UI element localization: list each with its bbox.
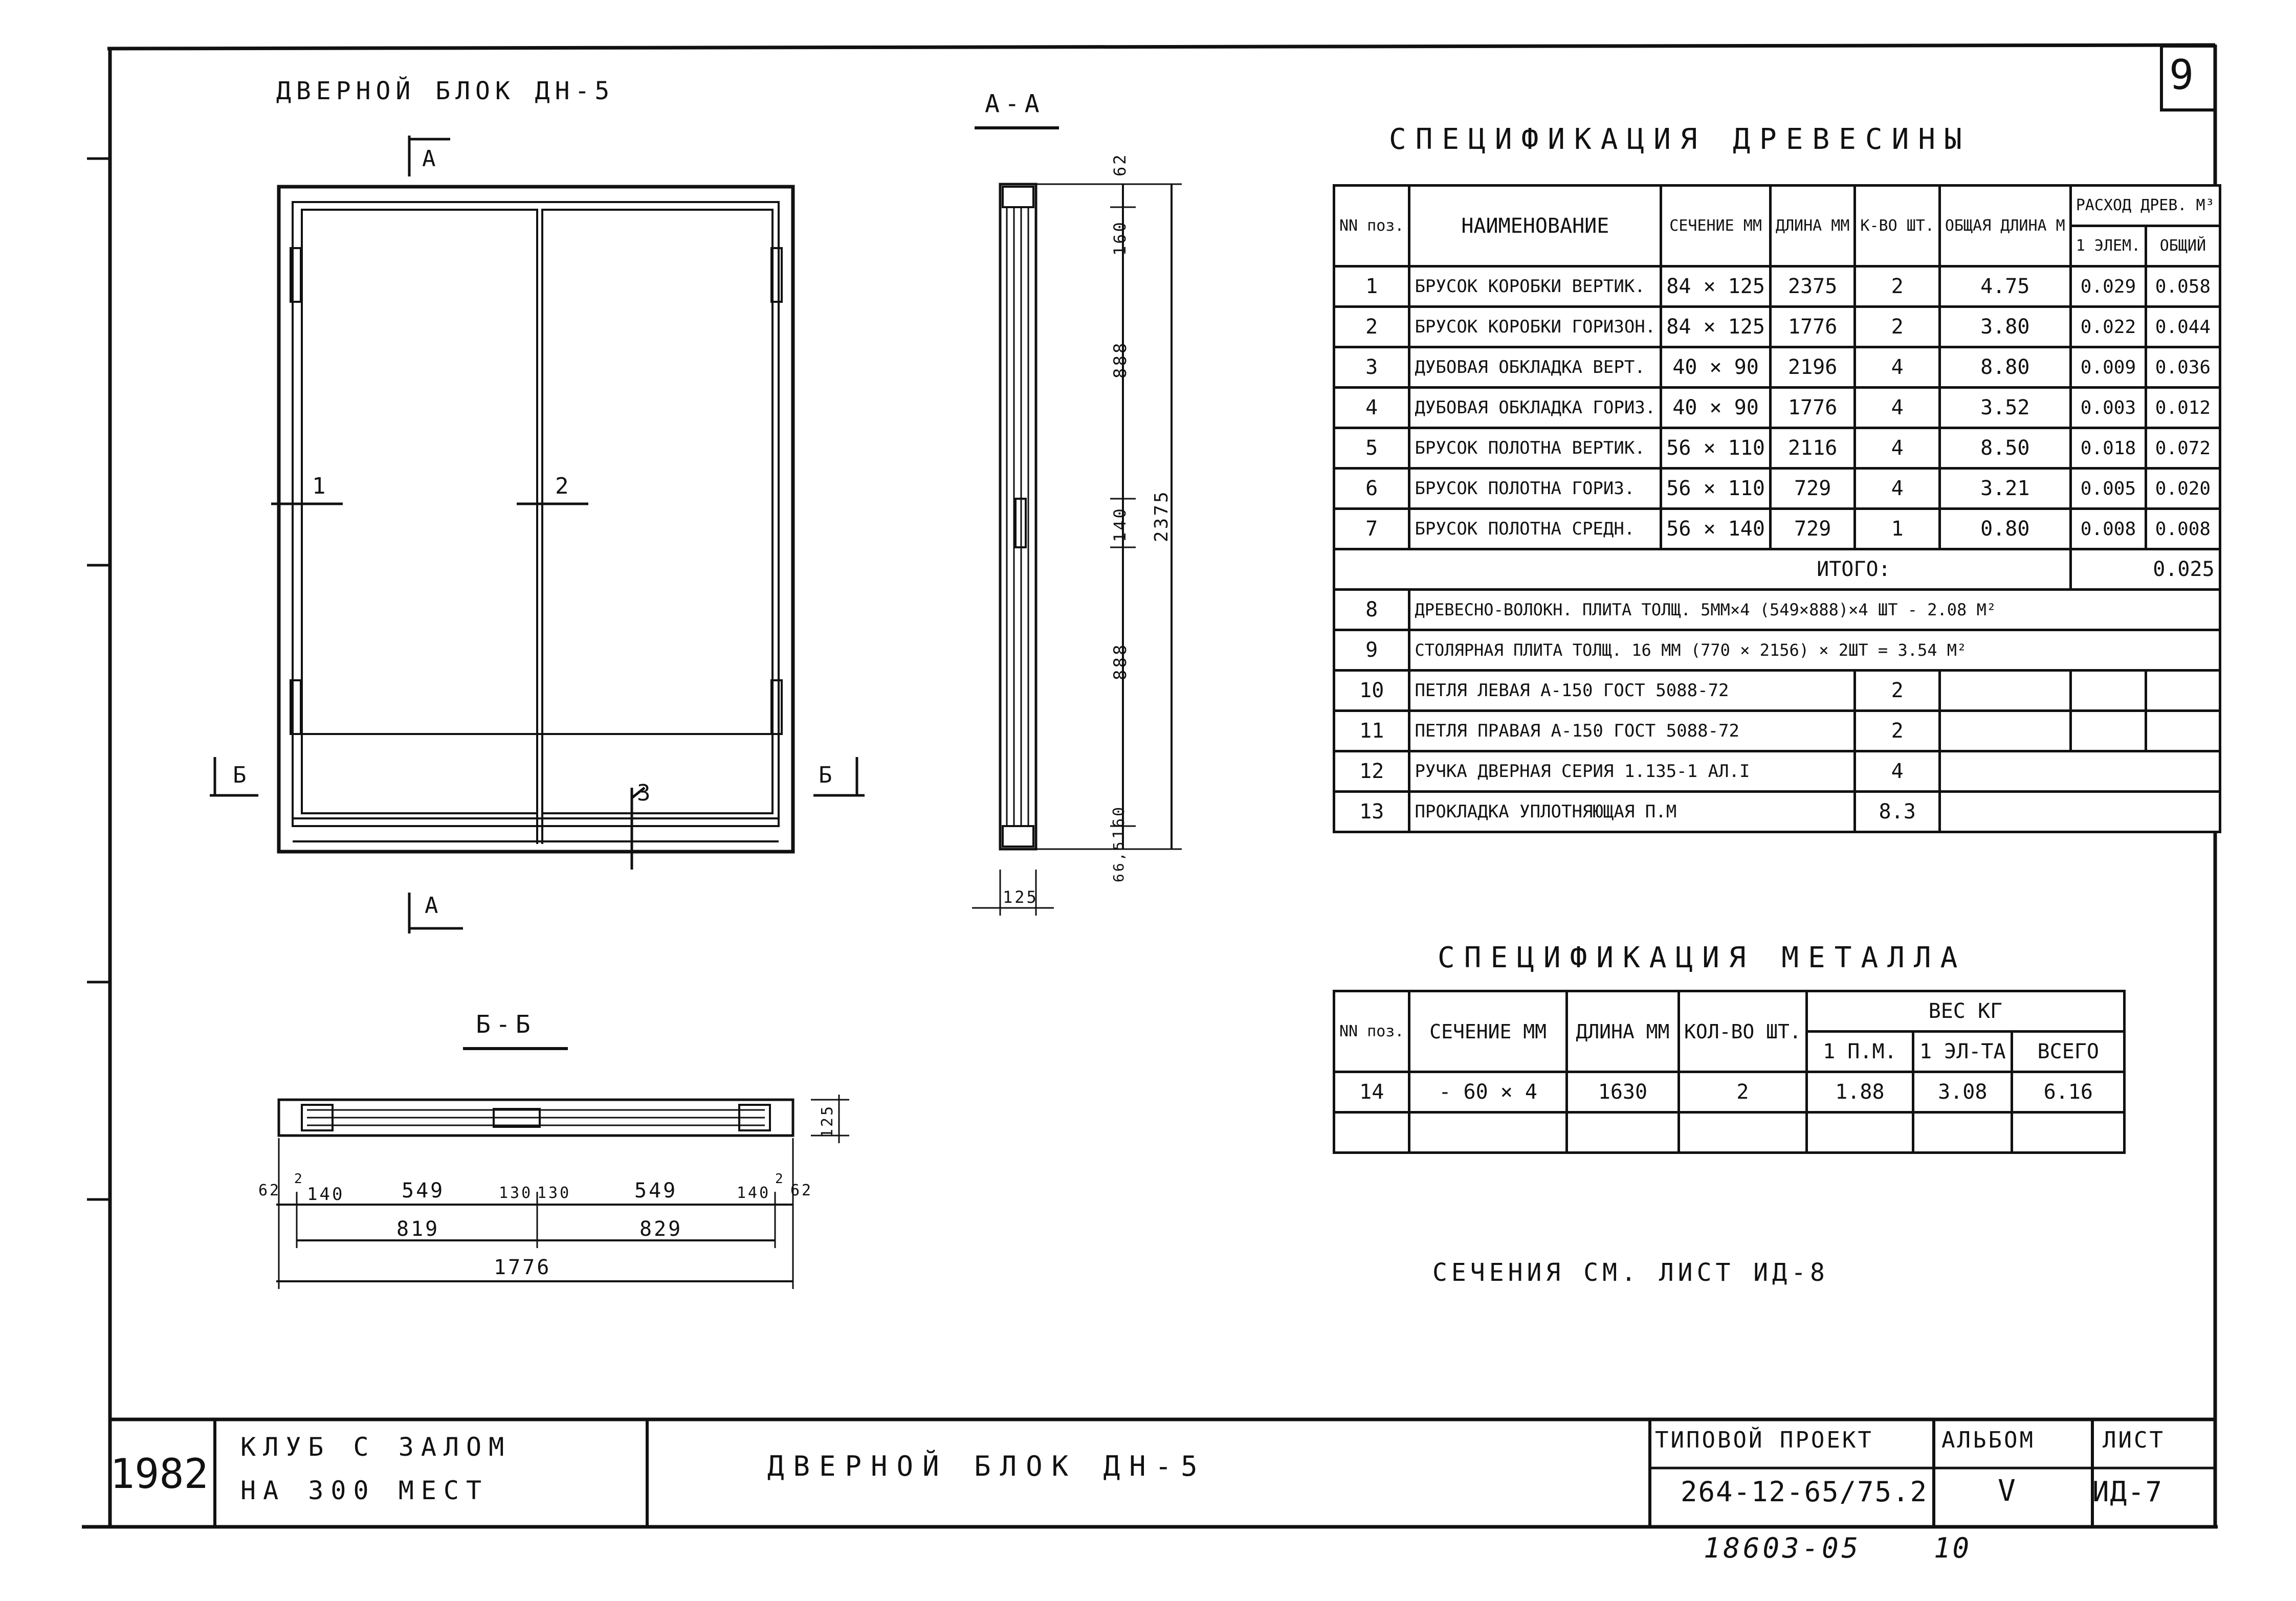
footer-page: 10 (1934, 1532, 1972, 1564)
table-row (1334, 1072, 2125, 1113)
section-bb-label: Б-Б (476, 1010, 536, 1039)
cell-text: ПЕТЛЯ ЛЕВАЯ А-150 ГОСТ 5088-72 (1409, 671, 1855, 711)
cell-per-element: 0.008 (2070, 509, 2146, 549)
header-length: ДЛИНА ММ (1770, 186, 1855, 266)
door-elevation-frame (279, 187, 793, 852)
table-row (1334, 711, 2220, 751)
cell-pos: 4 (1334, 388, 1409, 428)
dim-bb-140-right: 140 (737, 1184, 771, 1202)
dim-aa-2375: 2375 (1151, 490, 1172, 542)
metal-header-section: СЕЧЕНИЕ ММ (1409, 991, 1566, 1072)
cell-name: БРУСОК ПОЛОТНА ВЕРТИК. (1409, 428, 1661, 469)
cut-mark-b-left: Б (233, 762, 249, 788)
cell-all: 0.036 (2146, 347, 2220, 388)
dim-bb-62-right: 62 (790, 1182, 813, 1199)
cell-qty: 8.3 (1855, 792, 1940, 832)
cell-total-length: 8.80 (1939, 347, 2070, 388)
cell-qty: 4 (1855, 347, 1940, 388)
cell-all: 0.044 (2146, 307, 2220, 347)
dim-aa-160-top: 160 (1110, 220, 1130, 256)
cut-mark-a-top: А (422, 146, 438, 172)
cell-per-element: 0.022 (2070, 307, 2146, 347)
cell-section: 40 × 90 (1661, 347, 1771, 388)
title-sheet-label: ЛИСТ (2103, 1427, 2165, 1453)
cell-per-element: 0.003 (2070, 388, 2146, 428)
header-qty: К-ВО ШТ. (1855, 186, 1940, 266)
cell-per-m: 1.88 (1806, 1072, 1913, 1113)
cell-per-el: 3.08 (1913, 1072, 2012, 1113)
door-title: ДВЕРНОЙ БЛОК ДН-5 (276, 77, 615, 105)
table-row (1334, 307, 2220, 347)
cell-section: 84 × 125 (1661, 307, 1771, 347)
cell-pos: 2 (1334, 307, 1409, 347)
wood-spec-header-row (1334, 186, 2220, 226)
table-row (1334, 469, 2220, 509)
cell-name: БРУСОК ПОЛОТНА СРЕДН. (1409, 509, 1661, 549)
metal-header-qty: КОЛ-ВО ШТ. (1679, 991, 1806, 1072)
cell-length: 729 (1770, 469, 1855, 509)
table-row (1334, 590, 2220, 630)
cell-total-length: 8.50 (1939, 428, 2070, 469)
cell-qty: 2 (1855, 711, 1940, 751)
cell-pos: 8 (1334, 590, 1409, 630)
cell-section: - 60 × 4 (1409, 1072, 1566, 1113)
cell-all: 0.012 (2146, 388, 2220, 428)
callout-3: 3 (637, 780, 653, 806)
cell-all: 0.008 (2146, 509, 2220, 549)
cell-qty: 1 (1855, 509, 1940, 549)
dim-aa-888-top: 888 (1110, 341, 1131, 379)
dim-aa-125: 125 (1003, 887, 1039, 907)
total-value: 0.025 (2070, 549, 2220, 590)
cell-qty: 2 (1679, 1072, 1806, 1113)
cell-per-element: 0.005 (2070, 469, 2146, 509)
table-row (1334, 428, 2220, 469)
cell-name: БРУСОК КОРОБКИ ВЕРТИК. (1409, 266, 1661, 307)
table-row (1334, 347, 2220, 388)
cell-name: БРУСОК КОРОБКИ ГОРИЗОН. (1409, 307, 1661, 347)
cell-all: 0.058 (2146, 266, 2220, 307)
cell-section: 40 × 90 (1661, 388, 1771, 428)
metal-header-all: ВСЕГО (2012, 1032, 2125, 1072)
cell-length: 1776 (1770, 388, 1855, 428)
cell-length: 2375 (1770, 266, 1855, 307)
header-pos: NN поз. (1334, 186, 1409, 266)
dim-bb-829: 829 (639, 1217, 683, 1241)
table-row (1334, 630, 2220, 671)
dim-bb-2-left: 2 (294, 1171, 304, 1187)
dim-bb-130-left: 130 (499, 1184, 533, 1202)
title-year: 1982 (110, 1450, 209, 1498)
cell-pos: 9 (1334, 630, 1409, 671)
table-row (1334, 792, 2220, 832)
cell-length: 729 (1770, 509, 1855, 549)
title-album-value: V (1998, 1473, 2018, 1508)
sections-note: СЕЧЕНИЯ СМ. ЛИСТ ИД-8 (1432, 1258, 1829, 1287)
cell-section: 56 × 140 (1661, 509, 1771, 549)
table-row (1334, 509, 2220, 549)
table-row (1334, 388, 2220, 428)
callout-2: 2 (555, 473, 571, 499)
cell-all: 0.072 (2146, 428, 2220, 469)
section-aa-drawing (1000, 184, 1036, 849)
dim-aa-160-bottom: 160 (1110, 805, 1128, 839)
cell-pos: 5 (1334, 428, 1409, 469)
cell-text: ПЕТЛЯ ПРАВАЯ А-150 ГОСТ 5088-72 (1409, 711, 1855, 751)
cell-section: 84 × 125 (1661, 266, 1771, 307)
dim-bb-549-left: 549 (402, 1179, 445, 1203)
header-section: СЕЧЕНИЕ ММ (1661, 186, 1771, 266)
cell-per-element: 0.009 (2070, 347, 2146, 388)
cell-qty: 4 (1855, 469, 1940, 509)
cell-pos: 10 (1334, 671, 1409, 711)
cell-qty: 4 (1855, 388, 1940, 428)
metal-spec-title: СПЕЦИФИКАЦИЯ МЕТАЛЛА (1438, 941, 1967, 974)
frame-top (107, 45, 2215, 49)
metal-header-weight: ВЕС КГ (1806, 991, 2124, 1032)
cell-qty: 2 (1855, 671, 1940, 711)
cell-per-element: 0.018 (2070, 428, 2146, 469)
total-label: ИТОГО: (1334, 549, 2071, 590)
total-row (1334, 549, 2220, 590)
metal-header-pos: NN поз. (1334, 991, 1409, 1072)
dim-bb-130-right: 130 (537, 1184, 571, 1202)
dim-bb-2-right: 2 (775, 1171, 785, 1187)
cell-total-length: 3.80 (1939, 307, 2070, 347)
cell-qty: 4 (1855, 751, 1940, 792)
metal-header-per-el: 1 ЭЛ-ТА (1913, 1032, 2012, 1072)
dim-bb-1776: 1776 (494, 1256, 551, 1279)
footer-code: 18603-05 (1704, 1532, 1862, 1564)
cell-per-element: 0.029 (2070, 266, 2146, 307)
table-row (1334, 751, 2220, 792)
cell-text: РУЧКА ДВЕРНАЯ СЕРИЯ 1.135-1 АЛ.I (1409, 751, 1855, 792)
cell-pos: 11 (1334, 711, 1409, 751)
dim-aa-140: 140 (1110, 506, 1130, 542)
cell-qty: 2 (1855, 266, 1940, 307)
cell-length: 1630 (1566, 1072, 1679, 1113)
header-name: НАИМЕНОВАНИЕ (1409, 186, 1661, 266)
dim-bb-140-left: 140 (307, 1184, 345, 1205)
title-project-line1: КЛУБ С ЗАЛОМ (240, 1432, 512, 1462)
dim-bb-819: 819 (396, 1217, 440, 1241)
dim-aa-62: 62 (1110, 152, 1130, 176)
cell-total-length: 4.75 (1939, 266, 2070, 307)
table-row (1334, 266, 2220, 307)
cell-all: 0.020 (2146, 469, 2220, 509)
cell-pos: 1 (1334, 266, 1409, 307)
header-total-length: ОБЩАЯ ДЛИНА М (1939, 186, 2070, 266)
table-row (1334, 671, 2220, 711)
cell-text: ПРОКЛАДКА УПЛОТНЯЮЩАЯ П.М (1409, 792, 1855, 832)
metal-spec-table (1333, 990, 2126, 1154)
cell-length: 1776 (1770, 307, 1855, 347)
dim-bb-125: 125 (819, 1104, 836, 1138)
cell-total-length: 3.21 (1939, 469, 2070, 509)
table-row-empty (1334, 1113, 2125, 1153)
cell-pos: 6 (1334, 469, 1409, 509)
cut-mark-a-bottom: А (425, 893, 440, 919)
section-aa-label: А-А (985, 90, 1045, 118)
dim-bb-549-right: 549 (634, 1179, 678, 1203)
cell-qty: 2 (1855, 307, 1940, 347)
metal-header-per-m: 1 П.М. (1806, 1032, 1913, 1072)
sheet-number: 9 (2169, 51, 2196, 99)
cell-name: ДУБОВАЯ ОБКЛАДКА ВЕРТ. (1409, 347, 1661, 388)
header-all: ОБЩИЙ (2146, 226, 2220, 266)
cell-qty: 4 (1855, 428, 1940, 469)
cell-pos: 3 (1334, 347, 1409, 388)
cell-all: 6.16 (2012, 1072, 2125, 1113)
cell-length: 2116 (1770, 428, 1855, 469)
wood-spec-table (1333, 184, 2221, 833)
cell-pos: 12 (1334, 751, 1409, 792)
cut-mark-b-right: Б (819, 762, 834, 788)
callout-1: 1 (312, 473, 328, 499)
metal-header-length: ДЛИНА ММ (1566, 991, 1679, 1072)
cell-text: СТОЛЯРНАЯ ПЛИТА ТОЛЩ. 16 ММ (770 × 2156) × 2ШТ = 3.54 М² (1409, 630, 2220, 671)
header-per-element: 1 ЭЛЕМ. (2070, 226, 2146, 266)
cell-total-length: 0.80 (1939, 509, 2070, 549)
title-typ-value: 264-12-65/75.2 (1681, 1476, 1928, 1508)
title-album-label: АЛЬБОМ (1941, 1427, 2035, 1453)
title-project-line2: НА 300 МЕСТ (240, 1476, 489, 1505)
title-sheet-value: ИД-7 (2092, 1476, 2163, 1508)
dim-bb-62-left: 62 (258, 1182, 281, 1199)
cell-section: 56 × 110 (1661, 428, 1771, 469)
cell-pos: 13 (1334, 792, 1409, 832)
cell-pos: 14 (1334, 1072, 1409, 1113)
cell-name: ДУБОВАЯ ОБКЛАДКА ГОРИЗ. (1409, 388, 1661, 428)
cell-section: 56 × 110 (1661, 469, 1771, 509)
cell-total-length: 3.52 (1939, 388, 2070, 428)
cell-length: 2196 (1770, 347, 1855, 388)
dim-aa-66-5: 66,5 (1110, 839, 1127, 882)
title-drawing-name: ДВЕРНОЙ БЛОК ДН-5 (767, 1450, 1207, 1482)
title-typ-label: ТИПОВОЙ ПРОЕКТ (1655, 1427, 1873, 1453)
header-consumption: РАСХОД ДРЕВ. М³ (2070, 186, 2220, 226)
cell-name: БРУСОК ПОЛОТНА ГОРИЗ. (1409, 469, 1661, 509)
cell-pos: 7 (1334, 509, 1409, 549)
dim-aa-888-bottom: 888 (1110, 642, 1131, 680)
cell-text: ДРЕВЕСНО-ВОЛОКН. ПЛИТА ТОЛЩ. 5ММ×4 (549×888)×4 ШТ - 2.08 М² (1409, 590, 2220, 630)
wood-spec-title: СПЕЦИФИКАЦИЯ ДРЕВЕСИНЫ (1389, 123, 1971, 156)
